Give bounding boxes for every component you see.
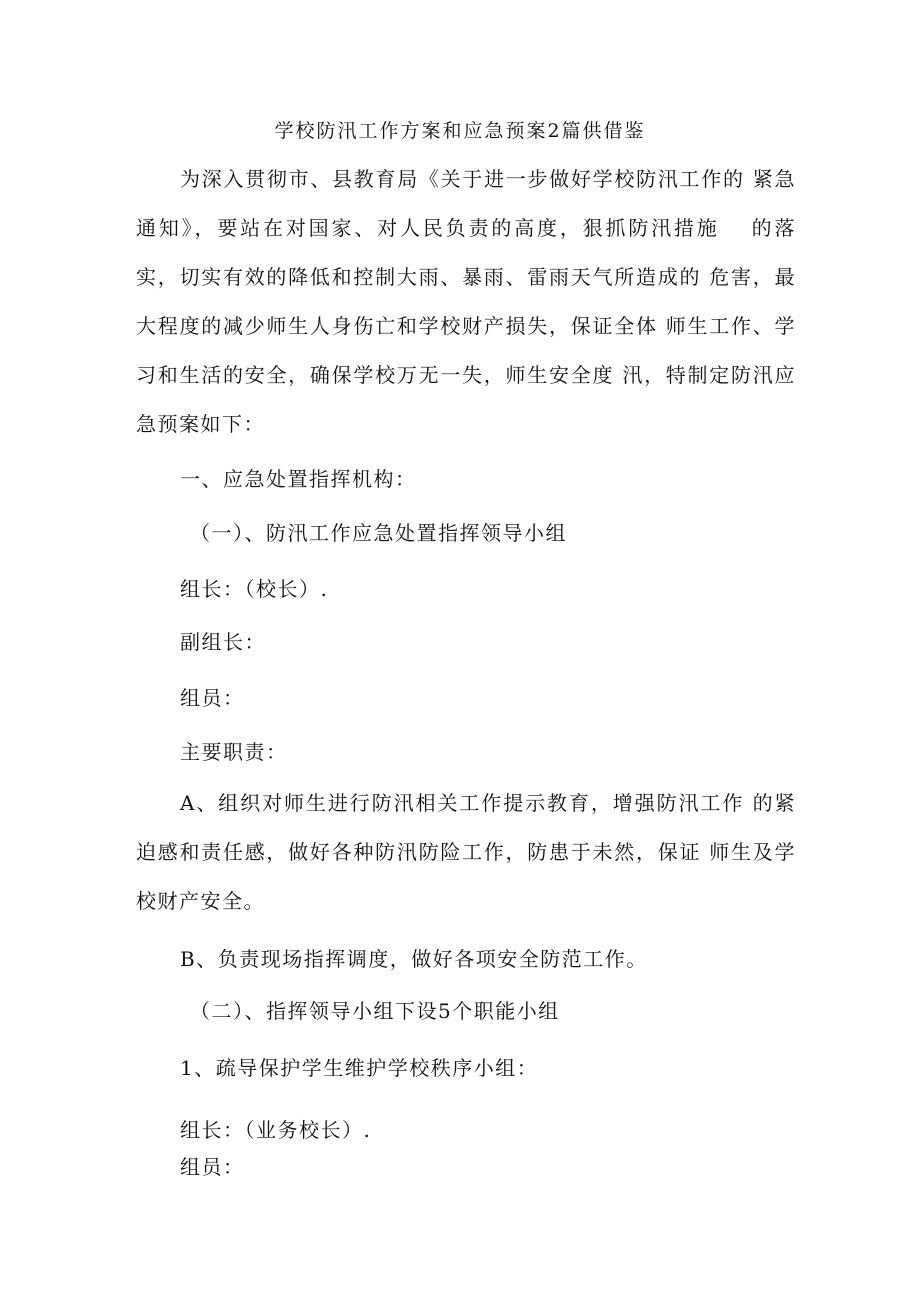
group1-heading: 1、疏导保护学生维护学校秩序小组： [180,1056,539,1080]
group1-members-line: 组员： [180,1155,245,1179]
deputy-leader-line: 副组长： [180,630,266,654]
intro-paragraph: 为深入贯彻市、县教育局《关于进一步做好学校防汛工作的 紧急通知》，要站在对国家、对人民负责的高度，狠抓防汛措施 的落实，切实有效的降低和控制大雨、暴雨、雷雨天气所造成的 危害，最大程度的减少师生人身伤亡和学校财产损失，保证全体 师生工作、学习和生活的安全，确保学校万无一失，师生安全度 汛，特制定防汛应急预案如下： [136,167,796,436]
document-title: 学校防汛工作方案和应急预案2篇供借鉴 [274,120,646,142]
duty-a-paragraph: A、组织对师生进行防汛相关工作提示教育，增强防汛工作 的紧迫感和责任感，做好各种防汛防险工作，防患于未然，保证 师生及学校财产安全。 [136,791,796,913]
section-heading-command: 一、应急处置指挥机构： [180,467,417,491]
duties-heading: 主要职责： [180,740,288,764]
group1-leader-line: 组长：（业务校长）. [180,1118,372,1142]
leader-line: 组长：（校长）. [180,577,329,601]
subsection-heading-leadership-group: （一）、防汛工作应急处置指挥领导小组 [190,521,567,545]
duty-b-line: B、负责现场指挥调度，做好各项安全防范工作。 [180,947,648,971]
subsection-heading-functional-groups: （二）、指挥领导小组下设5个职能小组 [190,999,560,1023]
members-line: 组员： [180,686,245,710]
